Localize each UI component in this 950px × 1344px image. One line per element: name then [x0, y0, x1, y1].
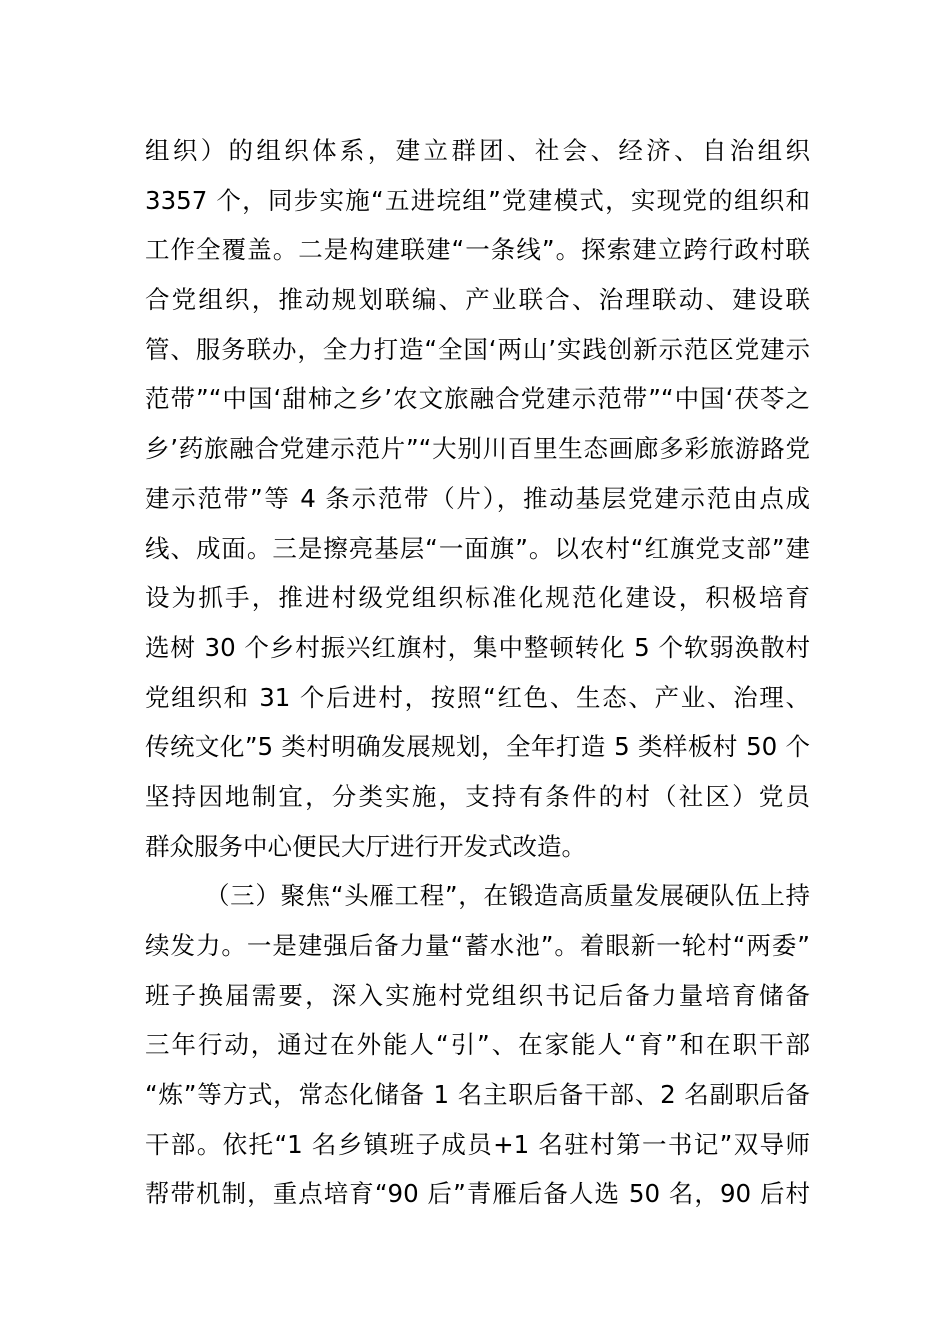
text-line: 合党组织，推动规划联编、产业联合、治理联动、建设联 — [145, 285, 810, 315]
text-line: 管、服务联办，全力打造“全国‘两山’实践创新示范区党建示 — [145, 334, 811, 364]
text-line: 3357 个，同步实施“五进垸组”党建模式，实现党的组织和 — [145, 185, 810, 215]
text-line: 设为抓手，推进村级党组织标准化规范化建设，积极培育 — [145, 583, 810, 613]
text-line: 续发力。一是建强后备力量“蓄水池”。着眼新一轮村“两委” — [145, 931, 810, 960]
text-line: 乡’药旅融合党建示范片”“大别川百里生态画廊多彩旅游路党 — [145, 434, 810, 464]
text-line: 坚持因地制宜，分类实施，支持有条件的村（社区）党员 — [145, 781, 810, 811]
text-line: 三年行动，通过在外能人“引”、在家能人“育”和在职干部 — [145, 1030, 810, 1060]
text-line: “炼”等方式，常态化储备 1 名主职后备干部、2 名副职后备 — [145, 1080, 810, 1110]
text-line: 建示范带”等 4 条示范带（片），推动基层党建示范由点成 — [145, 483, 810, 513]
text-line: 传统文化”5 类村明确发展规划，全年打造 5 类样板村 50 个 — [145, 732, 810, 762]
section-heading-line: （三）聚焦“头雁工程”，在锻造高质量发展硬队伍上持 — [205, 881, 810, 911]
text-line: 党组织和 31 个后进村，按照“红色、生态、产业、治理、 — [145, 682, 810, 712]
text-line: 群众服务中心便民大厅进行开发式改造。 — [145, 831, 586, 861]
text-line: 班子换届需要，深入实施村党组织书记后备力量培育储备 — [145, 980, 810, 1010]
text-line: 工作全覆盖。二是构建联建“一条线”。探索建立跨行政村联 — [145, 235, 810, 265]
body-text — [145, 126, 810, 1219]
text-line: 帮带机制，重点培育“90 后”青雁后备人选 50 名，90 后村 — [145, 1179, 810, 1209]
text-line: 组织）的组织体系，建立群团、社会、经济、自治组织 — [145, 136, 810, 165]
text-line: 干部。依托“1 名乡镇班子成员+1 名驻村第一书记”双导师 — [145, 1129, 810, 1159]
text-line: 范带”“中国‘甜柿之乡’农文旅融合党建示范带”“中国‘茯苓之 — [145, 384, 810, 414]
text-line: 线、成面。三是擦亮基层“一面旗”。以农村“红旗党支部”建 — [145, 533, 810, 563]
text-line: 选树 30 个乡村振兴红旗村，集中整顿转化 5 个软弱涣散村 — [145, 632, 810, 662]
